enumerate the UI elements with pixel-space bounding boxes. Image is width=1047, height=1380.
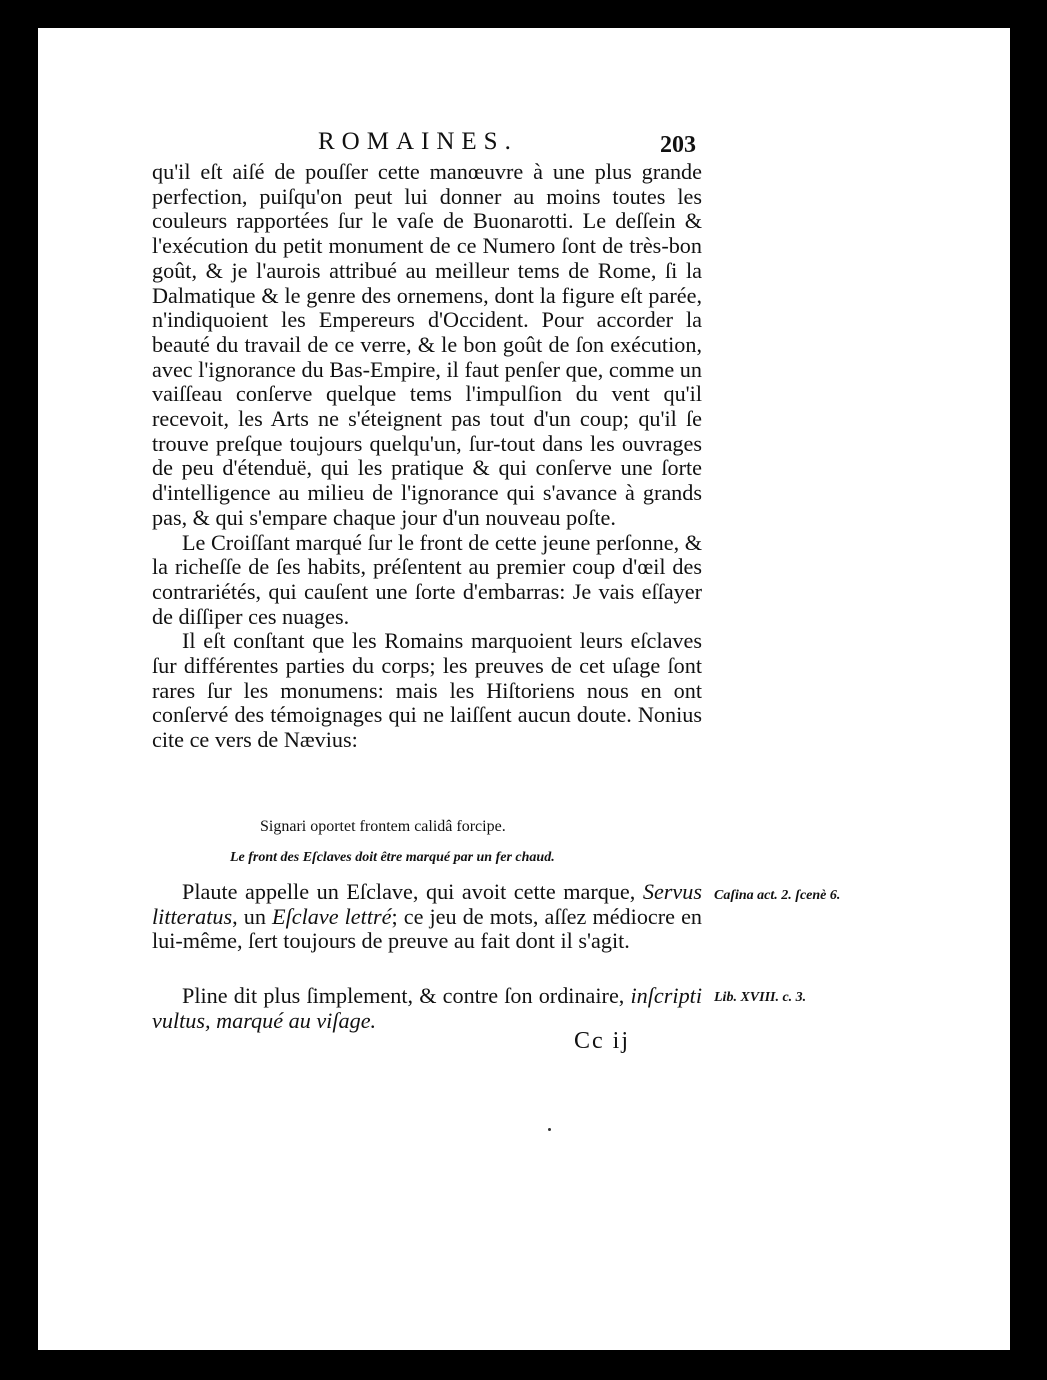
verse-french: Le front des Eſclaves doit être marqué par un fer chaud. <box>230 850 555 865</box>
text-run: , un <box>232 903 273 929</box>
margin-note-pline: Lib. XVIII. c. 3. <box>714 990 807 1005</box>
text-run: ; ce jeu de mots, aſſez médiocre en lui-même, ſert toujours de preuve au fait dont il s'agit. <box>152 903 703 954</box>
text-run: , <box>205 1007 217 1033</box>
page <box>38 28 1010 1350</box>
pline-paragraph <box>152 984 702 1033</box>
page-number: 203 <box>660 132 696 158</box>
text-run: Plaute appelle un Eſclave, qui avoit cette marque, <box>182 879 643 904</box>
main-text <box>152 160 702 753</box>
paragraph: qu'il eſt aiſé de pouſſer cette manœuvre à une plus grande perfection, puiſqu'on peut lui donner au moins toutes les couleurs rapportées ſur le vaſe de Buonarotti. Le deſſein & l'exécution du petit monument de ce Numero ſont de très-bon goût, & je l'aurois attribué au meilleur tems de Rome, ſi la Dalmatique & le genre des ornemens, dont la figure eſt parée, n'indiquoient les Empereurs d'Occident. Pour accorder la beauté du travail de ce verre, & le bon goût de ſon exécution, avec l'ignorance du Bas-Empire, il faut penſer que, comme un vaiſſeau conſerve quelque tems l'impulſion du vent qu'il recevoit, les Arts ne s'éteignent pas tout d'un coup; qu'il ſe trouve preſque toujours quelqu'un, ſur-tout dans les ouvrages de peu d'étenduë, qui les pratique & qui conſerve une ſorte d'intelligence au milieu de l'ignorance qui s'avance à grands pas, & qui s'empare chaque jour d'un nouveau poſte. <box>152 159 702 530</box>
margin-note-casina: Caſina act. 2. ſcenè 6. <box>714 888 841 903</box>
latin-phrase: Servus litteratus <box>152 879 702 929</box>
paragraph: Le Croiſſant marqué ſur le front de cette jeune perſonne, & la richeſſe de ſes habits, préſentent au premier coup d'œil des contrariétés, qui cauſent une ſorte d'embarras: Je vais eſſayer de diſſiper ces nuages. <box>152 529 702 629</box>
plaute-paragraph <box>152 880 702 954</box>
scan-dot <box>548 1128 551 1131</box>
text-run: Pline dit plus ſimplement, & contre ſon ordinaire, <box>182 983 631 1008</box>
french-phrase: Eſclave lettré <box>272 903 392 929</box>
french-phrase: marqué au viſage. <box>216 1007 377 1033</box>
paragraph: Il eſt conſtant que les Romains marquoient leurs eſclaves ſur différentes parties du corps; les preuves de cet uſage ſont rares ſur les monumens: mais les Hiſtoriens nous en ont conſervé des témoignages qui ne laiſſent aucun doute. Nonius cite ce vers de Nævius: <box>152 628 702 753</box>
verse-latin: Signari oportet frontem calidâ forcipe. <box>260 818 506 835</box>
latin-phrase: inſcripti vultus <box>152 983 702 1033</box>
running-header: ROMAINES. <box>318 128 518 155</box>
signature-mark: Cc ij <box>574 1028 630 1054</box>
